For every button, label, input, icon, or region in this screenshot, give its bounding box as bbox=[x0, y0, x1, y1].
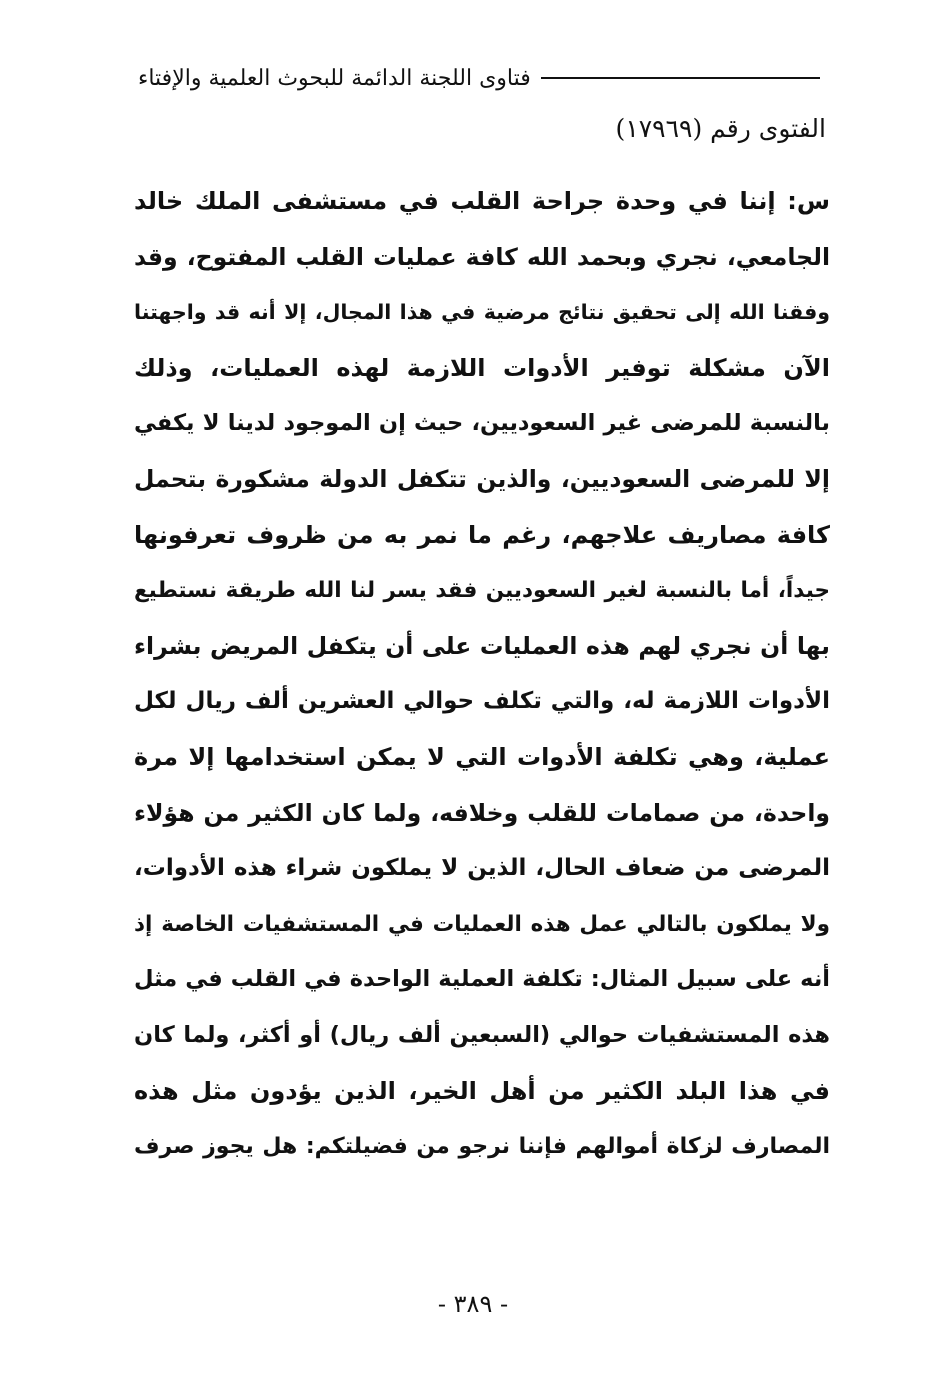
body-line: كافة مصاريف علاجهم، رغم ما نمر به من ظروف تعرفونها bbox=[134, 520, 830, 549]
body-line: في هذا البلد الكثير من أهل الخير، الذين يؤدون مثل هذه bbox=[134, 1076, 830, 1105]
body-line: واحدة، من صمامات للقلب وخلافه، ولما كان الكثير من هؤلاء bbox=[134, 798, 830, 827]
body-line: المرضى من ضعاف الحال، الذين لا يملكون شراء هذه الأدوات، bbox=[134, 855, 830, 882]
page-number: - ٣٨٩ - bbox=[437, 1290, 509, 1318]
running-header-title: فتاوى اللجنة الدائمة للبحوث العلمية والإفتاء bbox=[138, 65, 531, 91]
body-line: س: إننا في وحدة جراحة القلب في مستشفى الملك خالد bbox=[134, 187, 830, 215]
header-rule bbox=[541, 77, 820, 79]
body-line: المصارف لزكاة أموالهم فإننا نرجو من فضيلتكم: هل يجوز صرف bbox=[134, 1134, 830, 1160]
question-body bbox=[134, 174, 830, 1175]
body-line: ولا يملكون بالتالي عمل هذه العمليات في المستشفيات الخاصة إذ bbox=[134, 911, 830, 937]
body-line: بالنسبة للمرضى غير السعوديين، حيث إن الموجود لدينا لا يكفي bbox=[134, 410, 830, 437]
body-line: جيداً، أما بالنسبة لغير السعوديين فقد يسر لنا الله طريقة نستطيع bbox=[134, 578, 830, 604]
body-line: الآن مشكلة توفير الأدوات اللازمة لهذه العمليات، وذلك bbox=[134, 353, 830, 382]
body-line: عملية، وهي تكلفة الأدوات التي لا يمكن استخدامها إلا مرة bbox=[134, 742, 830, 771]
body-line: الأدوات اللازمة له، والتي تكلف حوالي العشرين ألف ريال لكل bbox=[134, 688, 830, 715]
fatwa-number-heading: الفتوى رقم (١٧٩٦٩) bbox=[615, 114, 826, 143]
body-line: إلا للمرضى السعوديين، والذين تتكفل الدولة مشكورة بتحمل bbox=[134, 464, 830, 493]
body-line: بها أن نجري لهم هذه العمليات على أن يتكفل المريض بشراء bbox=[134, 631, 830, 660]
body-line: وفقنا الله إلى تحقيق نتائج مرضية في هذا المجال، إلا أنه قد واجهتنا bbox=[134, 300, 830, 325]
body-line: هذه المستشفيات حوالي (السبعين ألف ريال) أو أكثر، ولما كان bbox=[134, 1021, 830, 1048]
body-line: أنه على سبيل المثال: تكلفة العملية الواحدة في القلب في مثل bbox=[134, 966, 830, 993]
running-header bbox=[138, 58, 828, 98]
body-line: الجامعي، نجري وبحمد الله كافة عمليات القلب المفتوح، وقد bbox=[134, 242, 830, 271]
